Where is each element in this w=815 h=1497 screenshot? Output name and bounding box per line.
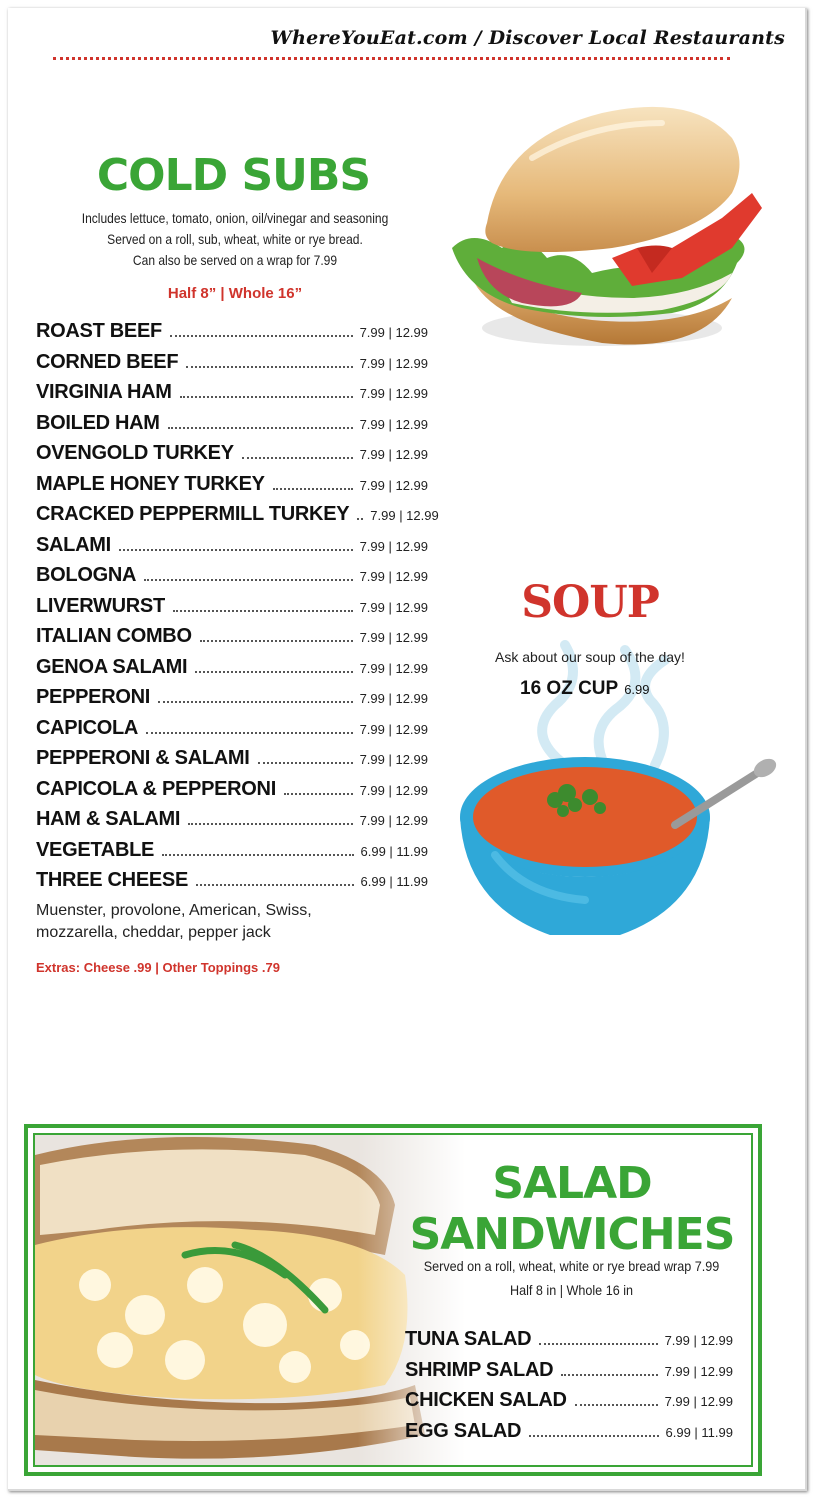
dot-leader [162,854,353,856]
dot-leader [195,671,352,673]
item-name: BOILED HAM [36,411,160,434]
dot-leader [561,1374,657,1376]
salad-title-line: SANDWICHES [409,1209,735,1260]
menu-item [36,534,428,565]
salad-sandwiches-list [405,1328,733,1450]
egg-salad-sandwich-image [35,1135,465,1467]
item-name: CAPICOLA [36,716,139,739]
item-name: ROAST BEEF [36,320,162,342]
menu-item [36,351,428,382]
cold-subs-desc-line: Served on a roll, sub, wheat, white or rye bread. [107,231,363,247]
item-name: BOLOGNA [36,564,137,586]
item-name: THREE CHEESE [36,869,188,891]
dot-leader [258,762,353,764]
item-price: 7.99 | 12.99 [359,386,428,401]
item-price: 7.99 | 12.99 [359,813,428,828]
dot-leader [529,1435,658,1437]
header-divider [53,57,730,60]
dot-leader [146,732,353,734]
item-name: CRACKED PEPPERMILL TURKEY [36,503,350,525]
item-price: 7.99 | 12.99 [664,1394,733,1409]
item-name: OVENGOLD TURKEY [36,442,234,464]
dot-leader [173,610,353,612]
menu-item [36,625,428,656]
item-price: 7.99 | 12.99 [359,569,428,584]
salad-sandwiches-title [408,1158,736,1260]
menu-item [405,1328,733,1359]
item-price: 7.99 | 12.99 [359,447,428,462]
menu-item [405,1359,733,1390]
item-name: VIRGINIA HAM [36,381,172,403]
menu-item [36,717,428,748]
dot-leader [168,427,353,429]
dot-leader [539,1343,657,1345]
item-name: PEPPERONI & SALAMI [36,747,250,769]
item-name: VEGETABLE [36,838,155,861]
menu-item [36,473,428,504]
extras-note: Extras: Cheese .99 | Other Toppings .79 [36,960,280,975]
dot-leader [273,488,353,490]
menu-item [36,839,428,870]
cold-subs-title: COLD SUBS [96,150,371,201]
menu-item [36,869,428,900]
item-price: 7.99 | 12.99 [664,1363,733,1379]
item-name: EGG SALAD [405,1419,522,1442]
menu-item [36,381,428,412]
dot-leader [188,823,352,825]
item-name: HAM & SALAMI [36,808,181,830]
menu-item [36,564,428,595]
item-price: 7.99 | 12.99 [370,508,439,523]
item-price: 7.99 | 12.99 [359,782,428,798]
item-price: 6.99 | 11.99 [360,874,428,889]
item-name: CORNED BEEF [36,350,179,373]
soup-cup-price: 6.99 [624,682,650,697]
sub-sandwich-image [432,98,772,360]
menu-item [36,747,428,778]
salad-desc-line: Served on a roll, wheat, white or rye bread wrap 7.99 [423,1258,720,1274]
soup-cup-row [520,678,650,700]
item-price: 6.99 | 11.99 [665,1424,733,1440]
item-price: 7.99 | 12.99 [359,721,428,737]
menu-item [405,1389,733,1420]
three-cheese-desc-line: mozzarella, cheddar, pepper jack [36,924,271,941]
dot-leader [357,518,363,520]
cold-subs-desc-line: Can also be served on a wrap for 7.99 [132,252,338,268]
soup-bowl-image [455,625,780,945]
dot-leader [200,640,353,642]
cold-subs-description [76,208,394,271]
cold-subs-sizes: Half 8” | Whole 16” [167,285,303,302]
dot-leader [158,701,353,703]
site-header[interactable]: WhereYouEat.com / Discover Local Restaurants [270,27,785,49]
menu-item [36,503,439,534]
dot-leader [284,793,353,795]
menu-item [36,686,428,717]
item-name: ITALIAN COMBO [36,625,192,647]
item-name: PEPPERONI [36,686,150,708]
cold-subs-list [36,320,439,900]
menu-item [36,808,428,839]
item-price: 7.99 | 12.99 [359,691,428,706]
dot-leader [170,335,353,337]
dot-leader [119,549,353,551]
item-name: MAPLE HONEY TURKEY [36,472,265,495]
item-price: 7.99 | 12.99 [359,477,428,493]
three-cheese-desc-line: Muenster, provolone, American, Swiss, [36,902,312,919]
dot-leader [242,457,353,459]
item-name: TUNA SALAD [405,1328,532,1350]
item-price: 7.99 | 12.99 [359,752,428,767]
dot-leader [186,366,352,368]
item-price: 6.99 | 11.99 [360,843,428,859]
item-price: 7.99 | 12.99 [664,1333,733,1348]
menu-item [36,595,428,626]
item-price: 7.99 | 12.99 [359,355,428,371]
item-price: 7.99 | 12.99 [359,630,428,645]
three-cheese-description [36,900,376,944]
dot-leader [196,884,354,886]
item-name: CAPICOLA & PEPPERONI [36,777,276,800]
salad-desc-line: Half 8 in | Whole 16 in [509,1282,634,1298]
item-price: 7.99 | 12.99 [359,325,428,340]
item-name: SALAMI [36,533,111,556]
menu-item [36,778,428,809]
salad-sandwiches-description [422,1254,722,1302]
item-price: 7.99 | 12.99 [359,416,428,432]
item-price: 7.99 | 12.99 [359,660,428,676]
item-name: SHRIMP SALAD [405,1358,554,1381]
salad-title-line: SALAD [492,1158,652,1209]
item-name: LIVERWURST [36,594,165,617]
menu-item [36,320,428,351]
soup-cup-label: 16 OZ CUP [520,678,619,699]
dot-leader [144,579,352,581]
menu-item [36,656,428,687]
menu-item [36,442,428,473]
dot-leader [575,1404,658,1406]
item-name: CHICKEN SALAD [405,1389,567,1411]
soup-description: Ask about our soup of the day! [495,649,685,665]
item-name: GENOA SALAMI [36,655,188,678]
cold-subs-desc-line: Includes lettuce, tomato, onion, oil/vinegar and seasoning [81,210,389,226]
soup-title: SOUP [521,577,659,628]
dot-leader [180,396,353,398]
item-price: 7.99 | 12.99 [359,599,428,615]
menu-item [405,1420,733,1451]
item-price: 7.99 | 12.99 [359,538,428,554]
menu-item [36,412,428,443]
